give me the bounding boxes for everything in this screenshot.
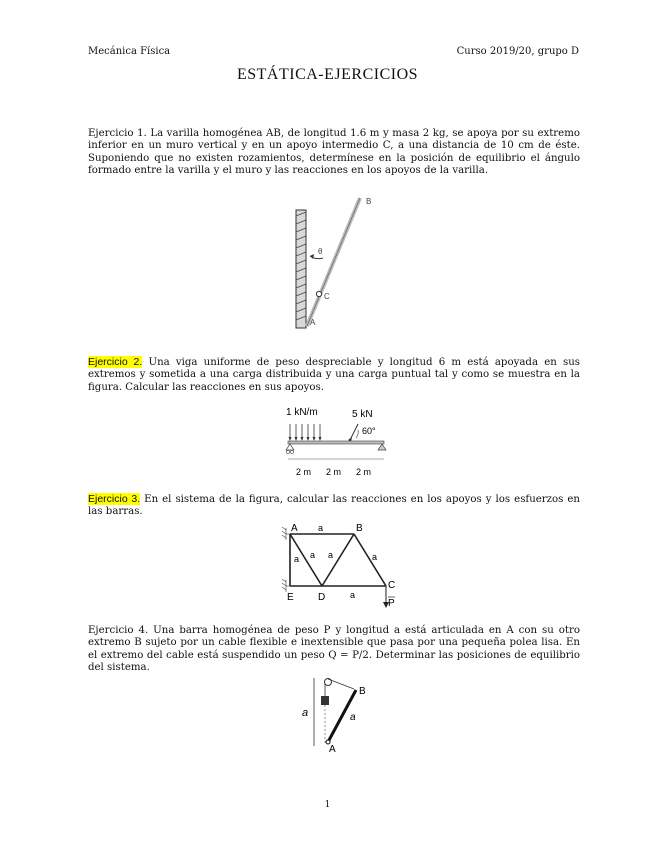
exercise-2-text: Una viga uniforme de peso despreciable y longitud 6 m está apoyada en sus extremos y sometida a una carga distribuida y una carga puntual tal y como se muestra en la figura. Calcular las reacciones en sus apoyos. [88, 357, 580, 393]
node-a: A [291, 523, 298, 534]
span-2: 2 m [326, 467, 342, 477]
node-d: D [318, 592, 326, 603]
node-c: C [388, 580, 396, 591]
cable [328, 679, 354, 689]
label-c: C [324, 292, 330, 301]
load-label: P [388, 598, 395, 609]
label-distributed-load: 1 kN/m [286, 407, 318, 418]
exercise-2-label: Ejercicio 2. [88, 356, 143, 368]
right-support [378, 444, 386, 450]
exercise-1 [88, 128, 580, 178]
support-c [316, 291, 321, 296]
label-a: A [310, 318, 316, 327]
roller-2 [291, 451, 294, 454]
exercise-2 [88, 356, 580, 394]
label-point-load: 5 kN [352, 409, 373, 420]
rod-ab-edge [307, 198, 360, 326]
page-number: 1 [324, 800, 331, 810]
bar-label-ae: a [294, 554, 300, 564]
label-b: B [359, 686, 366, 697]
distributed-load-arrows [290, 424, 320, 440]
angle-arc-60 [356, 430, 358, 438]
label-a-node: A [329, 744, 336, 754]
exercise-4-label: Ejercicio 4. [88, 625, 149, 636]
beam [288, 441, 384, 444]
label-angle: 60° [362, 426, 376, 436]
exercise-1-text: La varilla homogénea AB, de longitud 1.6 m y masa 2 kg, se apoya por su extremo inferior en un muro vertical y en un apoyo intermedio C, a una distancia de 10 cm de éste. Suponiendo que no existen rozamientos, determínese en la posición de equilibrio el ángulo formado entre la varilla y el muro y las reacciones en los apoyos de la varilla. [88, 128, 580, 177]
exercise-4 [88, 625, 580, 675]
figure-1-rod-wall [280, 190, 390, 335]
span-1: 2 m [296, 467, 312, 477]
exercise-4-text: Una barra homogénea de peso P y longitud a está articulada en A con su otro extremo B sujeto por un cable flexible e inextensible que pasa por una pequeña polea lisa. En el extremo del cable está suspendido un peso Q = P/2. Determinar las posiciones de equilibrio del sistema. [88, 625, 580, 674]
bar-label-bc: a [372, 552, 378, 562]
exercise-3-label: Ejercicio 3. [88, 493, 141, 505]
bar-label-ad: a [310, 550, 316, 560]
label-a-length: a [302, 707, 309, 719]
node-b: B [356, 523, 363, 534]
exercise-1-label: Ejercicio 1. [88, 128, 147, 139]
support-e [282, 579, 290, 592]
label-bar: a [350, 712, 356, 723]
bar-label-bd: a [328, 550, 334, 560]
label-b: B [366, 197, 372, 206]
label-theta: θ [318, 247, 323, 256]
span-3: 2 m [356, 467, 372, 477]
exercise-3-text: En el sistema de la figura, calcular las reacciones en los apoyos y los esfuerzos en las barras. [88, 494, 580, 518]
weight-q [321, 696, 329, 705]
left-support [286, 444, 294, 450]
header-course-info: Curso 2019/20, grupo D [456, 46, 579, 57]
page-title: ESTÁTICA-EJERCICIOS [236, 66, 419, 83]
bar-label-ab: a [318, 523, 324, 533]
exercise-3 [88, 493, 580, 519]
node-e: E [287, 592, 294, 603]
figure-3-truss [272, 518, 402, 618]
support-a [282, 527, 290, 540]
distributed-load-arrowheads [289, 437, 322, 441]
bar-label-dc: a [350, 590, 356, 600]
roller-1 [287, 451, 290, 454]
figure-2-beam [280, 402, 390, 482]
header-course-name: Mecánica Física [88, 46, 171, 57]
figure-4-pulley [292, 674, 382, 754]
